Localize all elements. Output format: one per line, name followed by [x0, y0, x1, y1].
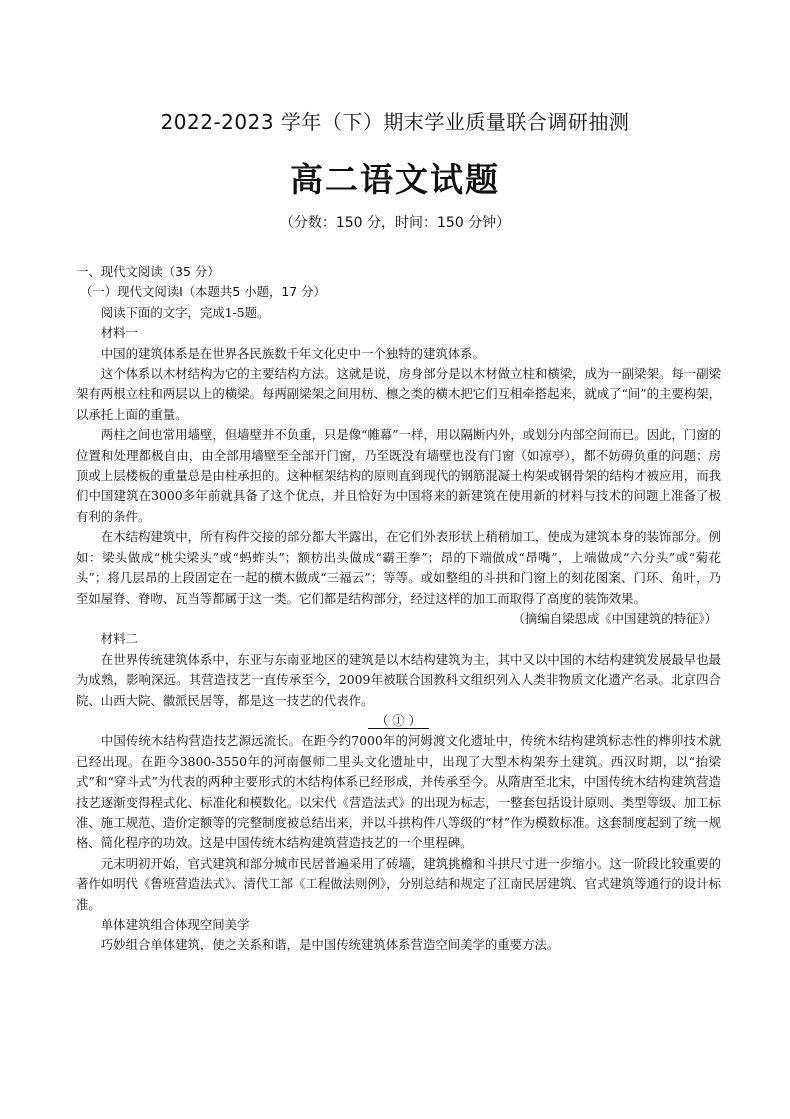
reading-content: [76, 262, 721, 956]
score-info: （分数：150 分，时间：150 分钟）: [279, 215, 511, 231]
material-2-paragraph: 元末明初开始，官式建筑和部分城市民居普遍采用了砖墙，建筑挑檐和斗拱尺寸进一步缩小。这一阶段比较重要的著作如明代《鲁班营造法式》、清代工部《工程做法则例》，分别总结和规定了江南民居建筑、官式建筑等通行的设计标准。: [76, 855, 721, 912]
material-2-label: 材料二: [100, 631, 138, 647]
material-1-label: 材料一: [100, 325, 138, 341]
material-2-paragraph: 中国传统木结构营造技艺源远流长。在距今约7000年的河姆渡文化遗址中，传统木结构建筑标志性的榫卯技术就已经出现。在距今3800-3550年的河南偃师二里头文化遗址中，出现了大型木构架夯土建筑。西汉时期，以“抬梁式”和“穿斗式”为代表的两种主要形式的木结构体系已经形成，并传承至今。从隋唐至北宋，中国传统木结构建筑营造技艺逐渐变得程式化、标准化和模数化。以宋代《营造法式》的出现为标志，一整套包括设计原则、类型等级、加工标准、施工规范、造价定额等的完整制度被总结出来，并以斗拱构件八等级的“材”作为模数标准。这套制度起到了统一规格、简化程序的功效。这是中国传统木结构建筑营造技艺的一个里程碑。: [76, 733, 721, 851]
section-heading: 一、现代文阅读（35 分）: [76, 264, 220, 279]
fill-blank: [76, 711, 721, 731]
exam-title: 2022-2023 学年（下）期末学业质量联合调研抽测: [160, 110, 630, 134]
fill-blank-text: （ ① ）: [368, 713, 429, 729]
material-1-paragraph: 两柱之间也常用墙壁，但墙壁并不负重，只是像“帷幕”一样，用以隔断内外，或划分内部空间而已。因此，门窗的位置和处理都极自由，由全部用墙壁至全部开门窗，乃至既没有墙壁也没有门窗（如凉亭），都不妨碍负重的问题；房顶或上层楼板的重量总是由柱承担的。这种框架结构的原则直到现代的钢筋混凝土构架或钢骨架的结构才被应用，而我们中国建筑在3000多年前就具备了这个优点，并且恰好为中国将来的新建筑在使用新的材料与技术的问题上准备了极有利的条件。: [76, 427, 721, 524]
material-1-paragraph: 在木结构建筑中，所有构件交接的部分都大半露出，在它们外表形状上稍稍加工，使成为建筑本身的装饰部分。例如：梁头做成“桃尖梁头”或“蚂蚱头”；额枋出头做成“霸王拳”；昂的下端做成“昂嘴”，上端做成“六分头”或“菊花头”；将几层昂的上段固定在一起的横木做成“三福云”；等等。或如整组的斗拱和门窗上的刻花图案、门环、角叶，乃至如屋脊、脊吻、瓦当等都属于这一类。它们都是结构部分，经过这样的加工而取得了高度的装饰效果。: [76, 529, 721, 606]
material-2-subheading: 单体建筑组合体现空间美学: [100, 917, 250, 932]
material-1-paragraph: 中国的建筑体系是在世界各民族数千年文化史中一个独特的建筑体系。: [100, 345, 485, 361]
material-1-paragraph: 这个体系以木材结构为它的主要结构方法。这就是说，房身部分是以木材做立柱和横梁，成为一副梁架。每一副梁架有两根立柱和两层以上的横梁。每两副梁架之间用枋、檩之类的横木把它们互相牵搭起来，就成了“间”的主要构架，以承托上面的重量。: [76, 366, 721, 422]
reading-instruction: 阅读下面的文字，完成1-5题。: [100, 304, 270, 320]
material-1-source: （摘编自梁思成《中国建筑的特征》）: [512, 610, 717, 626]
material-2-paragraph: 在世界传统建筑体系中，东亚与东南亚地区的建筑是以木结构建筑为主，其中又以中国的木结构建筑发展最早也最为成熟，影响深远。其营造技艺一直传承至今，2009年被联合国教科文组织列入人类非物质文化遗产名录。北京四合院、山西大院、徽派民居等，都是这一技艺的代表作。: [76, 651, 721, 708]
subsection-heading: （一）现代文阅读Ⅰ（本题共5 小题，17 分）: [80, 284, 326, 300]
subject-title: 高二语文试题: [290, 160, 500, 199]
material-2-paragraph: 巧妙组合单体建筑，使之关系和谐，是中国传统建筑体系营造空间美学的重要方法。: [100, 937, 560, 953]
